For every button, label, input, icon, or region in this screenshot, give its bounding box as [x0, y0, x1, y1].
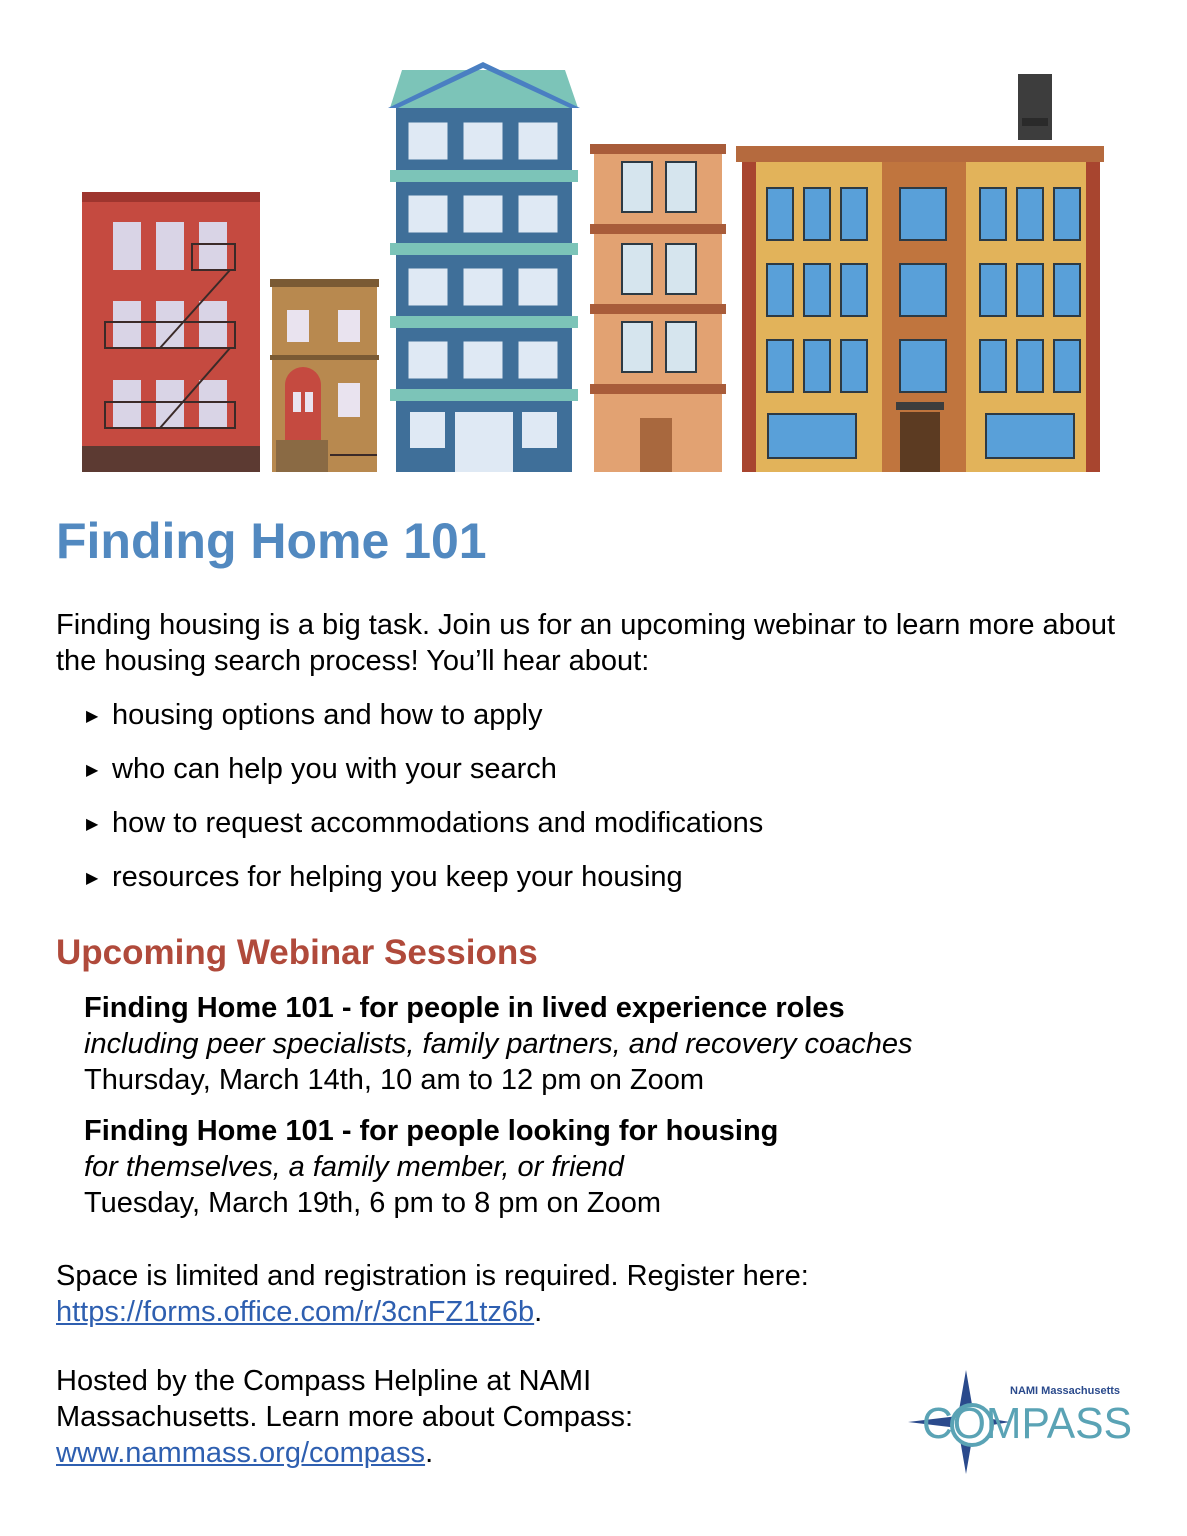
topics-list	[86, 696, 763, 912]
buildings-illustration	[0, 0, 1187, 480]
hosted-note	[56, 1363, 696, 1471]
registration-text: Space is limited and registration is required. Register here:	[56, 1260, 809, 1292]
hosted-period: .	[425, 1437, 434, 1469]
session-time: Tuesday, March 19th, 6 pm to 8 pm on Zoom	[84, 1187, 662, 1219]
list-item	[86, 750, 763, 804]
list-item-text: resources for helping you keep your housing	[112, 861, 683, 893]
red-brick-building	[82, 192, 260, 472]
list-item-text: who can help you with your search	[112, 753, 557, 785]
session-lived-experience	[84, 990, 913, 1098]
list-item	[86, 804, 763, 858]
list-item-text: how to request accommodations and modifications	[112, 807, 764, 839]
session-looking-for-housing	[84, 1113, 778, 1221]
light-brick-building	[590, 144, 726, 472]
session-title: Finding Home 101 - for people looking for housing	[84, 1115, 779, 1147]
compass-logo	[900, 1360, 1140, 1480]
list-item	[86, 858, 763, 912]
logo-top-text: NAMI Massachusetts	[1010, 1385, 1121, 1397]
small-tan-building	[270, 279, 379, 472]
registration-note	[56, 1258, 809, 1330]
page-title: Finding Home 101	[56, 513, 487, 569]
triangle-bullet-icon: ▶	[86, 762, 99, 779]
registration-link[interactable]: https://forms.office.com/r/3cnFZ1tz6b	[56, 1296, 535, 1328]
list-item-text: housing options and how to apply	[112, 699, 543, 731]
session-subtitle: including peer specialists, family partners, and recovery coaches	[84, 1028, 913, 1060]
list-item	[86, 696, 763, 750]
logo-name: COMPASS	[922, 1399, 1132, 1448]
compass-link[interactable]: www.nammass.org/compass	[56, 1437, 426, 1469]
session-title: Finding Home 101 - for people in lived experience roles	[84, 992, 845, 1024]
session-time: Thursday, March 14th, 10 am to 12 pm on Zoom	[84, 1064, 705, 1096]
wide-yellow-building	[736, 74, 1104, 472]
triangle-bullet-icon: ▶	[86, 708, 99, 725]
sessions-heading: Upcoming Webinar Sessions	[56, 933, 538, 972]
session-subtitle: for themselves, a family member, or friend	[84, 1151, 624, 1183]
tall-blue-building	[388, 62, 580, 472]
triangle-bullet-icon: ▶	[86, 870, 99, 887]
intro-paragraph: Finding housing is a big task. Join us for an upcoming webinar to learn more about the housing search process! You’ll hear about:	[56, 609, 1116, 677]
triangle-bullet-icon: ▶	[86, 816, 99, 833]
registration-period: .	[534, 1296, 543, 1328]
hosted-text: Hosted by the Compass Helpline at NAMI Massachusetts. Learn more about Compass:	[56, 1365, 634, 1433]
